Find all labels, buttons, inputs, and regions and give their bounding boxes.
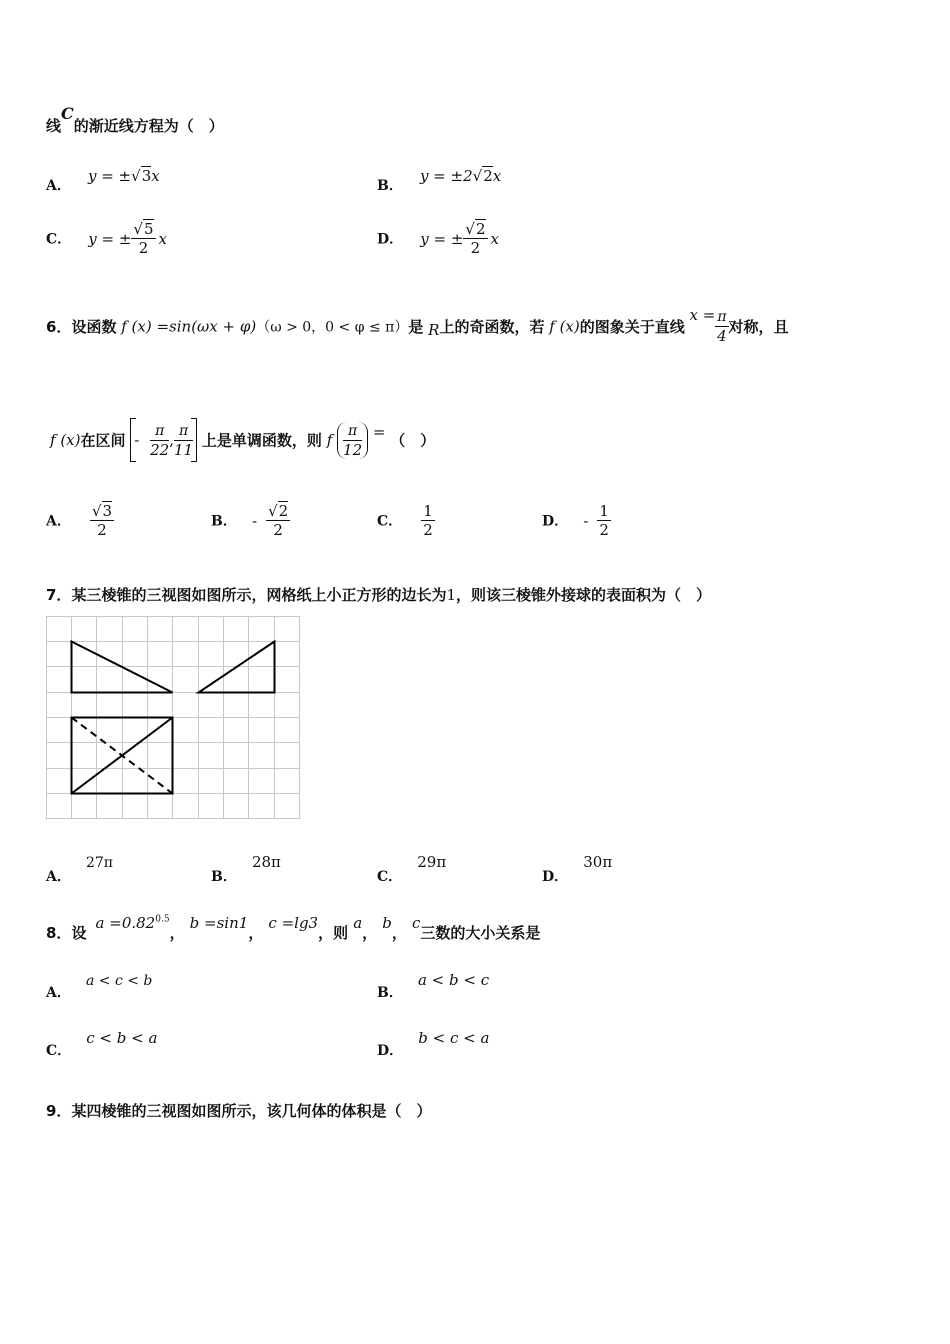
option-numerator: 1 — [423, 502, 433, 520]
q5-suffix: 的渐近线方程为（ ） — [73, 117, 224, 135]
q6-text-3: 上的奇函数，若 — [439, 318, 545, 336]
q6-R: R — [428, 320, 440, 339]
q8-comma: ， — [391, 924, 407, 942]
option-var: x — [158, 229, 167, 248]
q8-comma: ， — [362, 924, 378, 942]
q8-text-1: 设 — [71, 924, 87, 942]
q6-line-den: 4 — [717, 327, 727, 345]
option-var: x — [490, 229, 499, 248]
option-value: c < b < a — [86, 1029, 158, 1047]
q6-f: f — [326, 431, 333, 449]
q8-var-b: b — [382, 914, 392, 932]
q7-text: 某三棱锥的三视图如图所示，网格纸上小正方形的边长为 — [71, 586, 447, 604]
option-label: C． — [377, 513, 403, 530]
q7-text-2: ，则该三棱锥外接球的表面积为（ ） — [456, 586, 712, 604]
q6-text-2: 是 — [408, 318, 424, 336]
q6-option-b[interactable]: B． - $\frac{√2}{2}$ — [211, 502, 289, 539]
q7-one: 1 — [446, 586, 456, 604]
q6-condition: （ω > 0，0 < φ ≤ π） — [256, 319, 409, 336]
q6-interval-num2: π — [174, 422, 193, 441]
q6-arg-num: π — [343, 422, 362, 441]
q8-comma: ， — [248, 924, 264, 942]
q6-interval-minus: - — [134, 431, 140, 449]
q8-option-a[interactable] — [46, 970, 153, 1001]
q6-line-lhs: x = — [689, 305, 716, 324]
option-value: 27π — [85, 855, 113, 871]
q8-var-a: a — [353, 914, 363, 932]
option-sign: - — [583, 511, 589, 530]
option-denominator: 2 — [273, 521, 283, 539]
question-number: 7． — [46, 586, 72, 604]
q5-option-d[interactable]: D． y = ± $\frac{√2}{2}$ x — [377, 220, 499, 257]
option-radicand: 5 — [143, 220, 154, 238]
q8-b-definition: b =sin1 — [189, 914, 249, 932]
option-denominator: 2 — [97, 521, 107, 539]
q8-a-exponent: 0.5 — [155, 914, 170, 925]
option-value: b < c < a — [418, 1029, 490, 1047]
option-sign: - — [251, 511, 258, 530]
option-label: D． — [377, 231, 404, 248]
option-label: D． — [542, 513, 569, 530]
option-label: A． — [46, 178, 71, 194]
q6-interval-den2: 11 — [174, 440, 194, 459]
option-lhs: y = ± — [88, 229, 132, 248]
option-value: a < c < b — [85, 973, 153, 989]
option-lhs: y = ± — [420, 229, 464, 248]
q6-interval-den1: 22 — [150, 440, 170, 459]
three-view-figure — [46, 616, 300, 819]
q5-prefix: 线 — [46, 117, 62, 135]
option-var: x — [492, 167, 502, 185]
option-label: B． — [211, 513, 237, 530]
q5-option-b[interactable]: B． y = ±2√2x — [377, 167, 502, 194]
q8-stem — [46, 912, 541, 942]
q6-option-a[interactable]: A． $\frac{√3}{2}$ — [46, 502, 113, 539]
q6-fx: f (x) — [549, 317, 580, 336]
option-radicand: 3 — [102, 502, 113, 520]
option-radicand: 2 — [278, 502, 289, 520]
option-value: a < b < c — [417, 971, 490, 989]
q8-var-c: c — [412, 914, 421, 932]
q6-arg-den: 12 — [343, 440, 363, 459]
q6-option-d[interactable] — [542, 502, 611, 539]
option-radicand: 3 — [141, 167, 152, 185]
option-label: B． — [377, 178, 403, 194]
q8-a-definition: a =0.82 — [95, 914, 156, 932]
q7-stem — [46, 584, 711, 605]
option-label: A． — [46, 869, 71, 885]
option-label: B． — [377, 985, 403, 1001]
q8-option-c[interactable] — [46, 1028, 158, 1059]
q9-stem — [46, 1100, 431, 1121]
option-denominator: 2 — [138, 239, 149, 257]
q7-option-c[interactable] — [377, 852, 447, 885]
q7-option-d[interactable] — [542, 852, 613, 885]
q6-text-5: 对称，且 — [728, 318, 789, 336]
q6-text-4: 的图象关于直线 — [579, 318, 685, 336]
q6-text-6: 在区间 — [80, 431, 126, 450]
option-label: B． — [211, 869, 237, 885]
question-number: 9． — [46, 1102, 72, 1120]
q8-text-2: ，则 — [318, 924, 349, 942]
option-label: A． — [46, 985, 71, 1001]
option-label: D． — [542, 869, 569, 885]
q8-text-3: 三数的大小关系是 — [420, 924, 541, 942]
q7-option-a[interactable] — [46, 852, 113, 885]
option-denominator: 2 — [599, 521, 609, 539]
q6-option-c[interactable] — [377, 502, 435, 539]
question-number: 8． — [46, 924, 72, 942]
q6-stem-line2 — [50, 418, 435, 462]
q6-interval-num1: π — [150, 422, 169, 441]
option-label: D． — [377, 1043, 404, 1059]
q6-text-1: 设函数 — [71, 318, 117, 336]
option-label: A． — [46, 513, 71, 530]
q6-function: f (x) =sin(ωx + φ) — [121, 317, 257, 336]
option-var: x — [151, 167, 160, 185]
option-value: 28π — [251, 853, 281, 871]
option-label: C． — [377, 869, 403, 885]
q5-var-c: C — [61, 104, 74, 123]
q5-stem — [46, 104, 224, 136]
option-lhs: y = ±2 — [419, 167, 473, 185]
option-value: 30π — [583, 853, 613, 871]
q8-option-d[interactable] — [377, 1028, 490, 1059]
q7-option-b[interactable] — [211, 852, 281, 885]
q6-interval: - $\frac{\pi}{22}$ , $\frac{\pi}{11}$ — [130, 418, 197, 462]
q8-comma: ， — [169, 924, 185, 942]
q6-text-7: 上是单调函数，则 — [201, 431, 322, 450]
q6-fx-2: f (x) — [50, 431, 81, 449]
option-radicand: 2 — [475, 220, 486, 238]
q5-option-a[interactable]: A． y = ±√3x — [46, 167, 160, 194]
option-lhs: y = ± — [87, 167, 132, 185]
option-denominator: 2 — [470, 239, 481, 257]
option-numerator: 1 — [599, 502, 609, 520]
q6-answer-paren: （ ） — [390, 431, 436, 450]
q8-option-b[interactable] — [377, 970, 490, 1001]
q6-line-num: π — [717, 309, 727, 325]
q8-c-definition: c =lg3 — [268, 914, 319, 932]
q6-stem-line1 — [46, 305, 789, 345]
option-radicand: 2 — [483, 167, 493, 185]
q6-argument — [337, 422, 368, 459]
option-label: C． — [46, 1043, 72, 1059]
option-label: C． — [46, 231, 72, 248]
option-denominator: 2 — [423, 521, 433, 539]
option-value: 29π — [417, 853, 447, 871]
q9-text: 某四棱锥的三视图如图所示，该几何体的体积是（ ） — [71, 1102, 432, 1120]
q6-equals: = — [372, 423, 386, 441]
q5-option-c[interactable]: C． y = ± $\frac{√5}{2}$ x — [46, 220, 167, 257]
question-number: 6． — [46, 318, 72, 336]
